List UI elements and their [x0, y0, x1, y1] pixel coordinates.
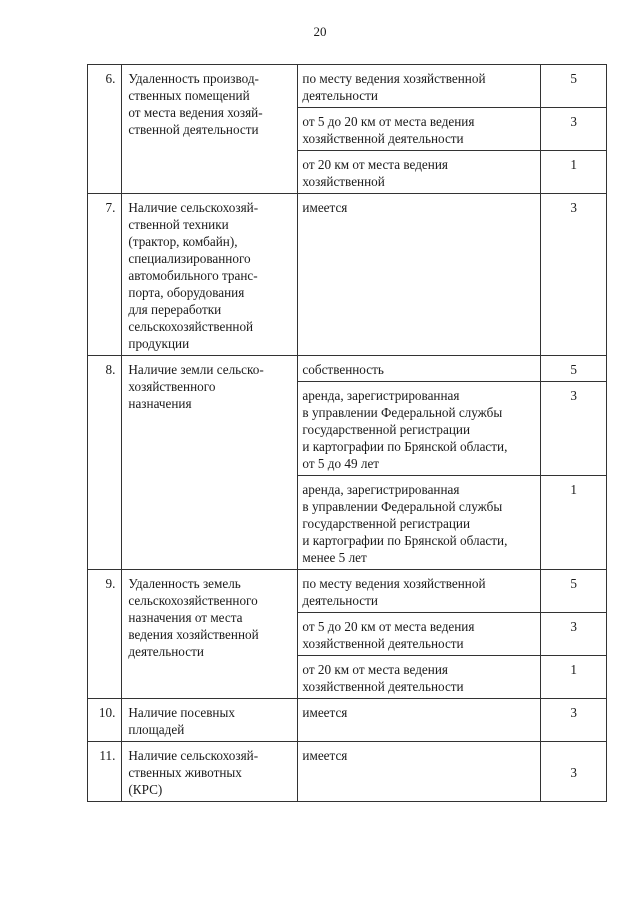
option-score: 5	[541, 570, 607, 613]
row-number: 8.	[88, 356, 122, 570]
row-number: 11.	[88, 742, 122, 802]
option-score: 1	[541, 656, 607, 699]
criterion-name: Удаленность производ- ственных помещений от места ведения хозяй- ственной деятельности	[122, 65, 298, 194]
option-score: 5	[541, 65, 607, 108]
criterion-name: Наличие посевных площадей	[122, 699, 298, 742]
option-score: 1	[541, 151, 607, 194]
table-row	[88, 570, 607, 613]
option-text: по месту ведения хозяйственной деятельности	[298, 65, 541, 108]
row-number: 10.	[88, 699, 122, 742]
option-text: по месту ведения хозяйственной деятельности	[298, 570, 541, 613]
option-score: 3	[541, 194, 607, 356]
option-text: от 5 до 20 км от места ведения хозяйственной деятельности	[298, 613, 541, 656]
option-text: имеется	[298, 194, 541, 356]
option-text: от 20 км от места ведения хозяйственной	[298, 151, 541, 194]
option-text: имеется	[298, 699, 541, 742]
row-number: 6.	[88, 65, 122, 194]
row-number: 7.	[88, 194, 122, 356]
option-score: 1	[541, 476, 607, 570]
option-text: от 5 до 20 км от места ведения хозяйственной деятельности	[298, 108, 541, 151]
option-text: аренда, зарегистрированная в управлении Федеральной службы государственной регистрации и картографии по Брянской области, от 5 до 49 лет	[298, 382, 541, 476]
table-row	[88, 194, 607, 356]
criterion-name: Наличие сельскохозяй- ственной техники (трактор, комбайн), специализированного автомобильного транс- порта, оборудования для переработки сельскохозяйственной продукции	[122, 194, 298, 356]
option-score: 3	[541, 742, 607, 802]
criteria-table	[87, 64, 607, 802]
option-text: имеется	[298, 742, 541, 802]
option-text: аренда, зарегистрированная в управлении Федеральной службы государственной регистрации и картографии по Брянской области, менее 5 лет	[298, 476, 541, 570]
table-row	[88, 742, 607, 802]
option-score: 3	[541, 382, 607, 476]
criterion-name: Наличие земли сельско- хозяйственного назначения	[122, 356, 298, 570]
criterion-name: Наличие сельскохозяй- ственных животных (КРС)	[122, 742, 298, 802]
option-score: 3	[541, 108, 607, 151]
page-number: 20	[313, 24, 327, 39]
option-text: собственность	[298, 356, 541, 382]
option-score: 3	[541, 699, 607, 742]
table-row	[88, 356, 607, 382]
criterion-name: Удаленность земель сельскохозяйственного назначения от места ведения хозяйственной деятельности	[122, 570, 298, 699]
table-row	[88, 699, 607, 742]
row-number: 9.	[88, 570, 122, 699]
option-text: от 20 км от места ведения хозяйственной деятельности	[298, 656, 541, 699]
option-score: 3	[541, 613, 607, 656]
table-row	[88, 65, 607, 108]
option-score: 5	[541, 356, 607, 382]
